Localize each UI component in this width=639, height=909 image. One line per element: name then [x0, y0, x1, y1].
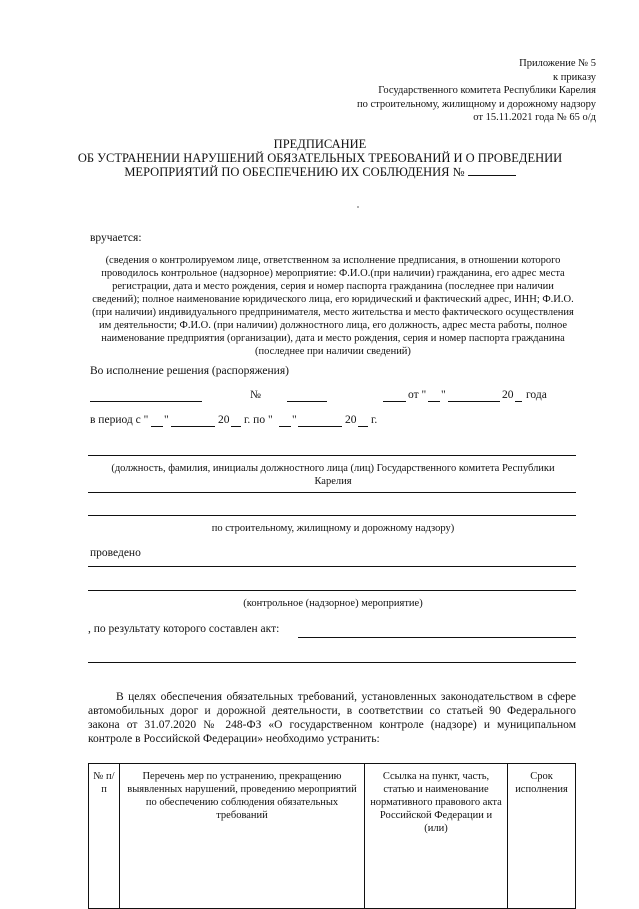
period-month2-blank[interactable] [298, 426, 342, 427]
conducted-note: (контрольное (надзорное) мероприятие) [243, 598, 423, 609]
date-day-blank[interactable] [428, 401, 440, 402]
period-end: г. [371, 414, 378, 426]
conducted-blank-line[interactable] [88, 566, 576, 567]
period-day2-blank[interactable] [279, 426, 291, 427]
official-note-line: (должность, фамилия, инициалы должностного лица (лиц) Государственного комитета Республики [111, 463, 555, 474]
year-blank[interactable] [515, 401, 522, 402]
appendix-line: Приложение № 5 [519, 58, 596, 69]
conducted-blank-line-2[interactable] [88, 590, 576, 591]
number-sign: № [250, 389, 261, 401]
official-blank-line-2[interactable] [88, 492, 576, 493]
title-line-text: МЕРОПРИЯТИЙ ПО ОБЕСПЕЧЕНИЮ ИХ СОБЛЮДЕНИЯ № [124, 165, 465, 179]
appendix-block [276, 57, 596, 125]
act-blank-line[interactable] [298, 637, 576, 638]
period-year1-blank[interactable] [231, 426, 241, 427]
official-blank-line[interactable] [88, 455, 576, 456]
decision-heading: Во исполнение решения (распоряжения) [90, 365, 289, 377]
measures-table [88, 763, 576, 909]
title-line: ОБ УСТРАНЕНИИ НАРУШЕНИЙ ОБЯЗАТЕЛЬНЫХ ТРЕБОВАНИЙ И О ПРОВЕДЕНИИ [77, 151, 563, 165]
act-label: , по результату которого составлен акт: [88, 623, 280, 635]
period-day1-blank[interactable] [151, 426, 163, 427]
official-note-2: по строительному, жилищному и дорожному надзору) [211, 523, 455, 534]
year-suffix: года [526, 389, 547, 401]
period-year1: 20 [218, 414, 230, 426]
title-line [60, 165, 580, 179]
table-header-row [89, 764, 576, 909]
period-year2-blank[interactable] [358, 426, 368, 427]
date-from-label: от " [408, 389, 427, 401]
year-prefix: 20 [502, 389, 514, 401]
col-measures-header: Перечень мер по устранению, прекращению выявленных нарушений, проведению мероприятий по обеспечению соблюдения обязательных требований [120, 764, 365, 909]
period-prefix: в период с " [90, 414, 149, 426]
date-month-blank[interactable] [448, 401, 500, 402]
delivered-label: вручается: [90, 232, 142, 244]
body-paragraph: В целях обеспечения обязательных требований, установленных законодательством в сфере автомобильных дорог и дорожной деятельности, в соответствии со статьей 90 Федерального закона от 31.07.2020 № 248-ФЗ «О государственном контроле (надзоре) и муниципальном контроле в Российской Федерации» необходимо устранить: [88, 691, 576, 745]
official-blank-line-3[interactable] [88, 515, 576, 516]
col-deadline-header: Срок исполнения [508, 764, 576, 909]
conducted-label: проведено [90, 547, 141, 559]
period-year2: 20 [345, 414, 357, 426]
decision-num2-blank[interactable] [383, 401, 406, 402]
period-to: г. по " [244, 414, 273, 426]
delivered-note: (сведения о контролируемом лице, ответственном за исполнение предписания, в отношении которого проводилось контрольное (надзорное) мероприятие: Ф.И.О.(при наличии) гражданина, его адрес места регистрации, дата и место рождения, серия и номер паспорта гражданина (последнее при наличии сведений); полное наименование юридического лица, его юридический и фактический адрес, ИНН; Ф.И.О.(при наличии) индивидуального предпринимателя, место жительства и место фактического осуществления им деятельности; Ф.И.О. (при наличии) должностного лица, его должность, адрес места работы, полное наименование предприятия (организации), дата и место рождения, серия и номер паспорта гражданина (последнее при наличии сведений) [92, 255, 574, 357]
number-blank[interactable] [468, 165, 516, 176]
col-number-header: № п/п [89, 764, 120, 909]
appendix-line: по строительному, жилищному и дорожному надзору [356, 98, 596, 110]
period-quote: " [164, 414, 169, 426]
appendix-line: от 15.11.2021 года № 65 о/д [473, 112, 596, 123]
decision-number-blank[interactable] [287, 401, 327, 402]
appendix-line: к приказу [553, 71, 596, 83]
period-month1-blank[interactable] [171, 426, 215, 427]
decision-name-blank[interactable] [90, 401, 202, 402]
official-note-line: Карелия [314, 476, 352, 487]
document-title [60, 137, 580, 179]
act-blank-line-2[interactable] [88, 662, 576, 663]
appendix-line: Государственного комитета Республики Карелия [378, 85, 596, 96]
col-reference-header: Ссылка на пункт, часть, статью и наименование нормативного правового акта Российской Федерации и (или) [365, 764, 508, 909]
scan-speck [357, 206, 359, 208]
official-note [88, 462, 578, 488]
period-quote2: " [292, 414, 297, 426]
date-quote: " [441, 389, 446, 401]
title-line: ПРЕДПИСАНИЕ [273, 137, 367, 151]
